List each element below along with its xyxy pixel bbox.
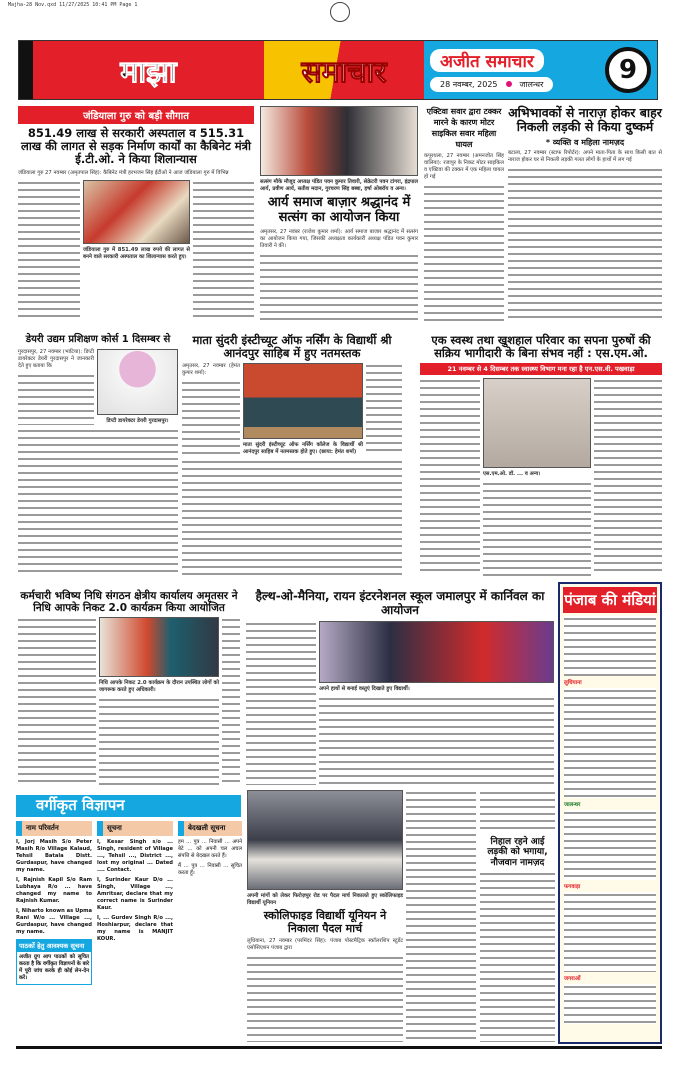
- masthead-section-right: [264, 41, 424, 99]
- mandi-rates-text: [564, 984, 656, 1024]
- classified-column: [178, 821, 242, 1043]
- date-line: [430, 77, 553, 92]
- classified-ad: I, Rajnish Kapil S/o Ram Lubhaya R/o ... have changed my name to Rajnish Kumar.: [16, 877, 92, 904]
- story2: [260, 106, 418, 322]
- story7-photo: [483, 378, 591, 468]
- classified-column-head: नाम परिवर्तन: [16, 821, 92, 836]
- classified-column-head: सूचना: [97, 821, 173, 836]
- story5-photo-block: [97, 349, 178, 425]
- story2-body: [260, 253, 418, 322]
- classified-ad: I, ... Gurdev Singh R/o ..., Hoshiarpur, declare that my name is MANJIT KOUR.: [97, 915, 173, 942]
- story10-dateline: लुधियाना, 27 नवम्बर (परमिंदर सिंह): पंजाब पोस्टमैट्रिक स्कॉलरशिप स्टूडेंट एसोसिएशन पंजाब द्वारा: [247, 938, 403, 952]
- story6-body-3: [182, 459, 402, 576]
- story1-body: [18, 180, 80, 322]
- story5-body: [18, 373, 94, 425]
- story1-dateline: जंडियाला गुरु 27 नवम्बर (अमृतपाल सिंह): कैबिनेट मंत्री हरभजन सिंह ईटीओ ने आज जंडियाला गुरु में विभिन्न: [18, 169, 229, 176]
- story9-columns: [246, 621, 554, 785]
- story7-body-3: [483, 481, 591, 576]
- page-number: 9: [605, 47, 651, 93]
- mandi-title: पंजाब की मंडियां: [563, 587, 657, 613]
- mandi-rates-text: [564, 688, 656, 798]
- classified-ad: मैं ... पुत्र ... निवासी ... सूचित करता हूँ।: [178, 863, 242, 876]
- story7-headline: एक स्वस्थ तथा खुशहाल परिवार का सपना पुरुषों की सक्रिय भागीदारी के बिना संभव नहीं : एस.एम.ओ.: [431, 333, 651, 361]
- story5-headline: डेयरी उद्यम प्रशिक्षण कोर्स 1 दिसम्बर से: [25, 334, 171, 345]
- story10-headline: स्कोलिफाइड विद्यार्थी यूनियन ने निकाला पैदल मार्च: [263, 909, 387, 935]
- story7-body: [420, 378, 480, 576]
- story11-headline: निहाल रहने आई लड़की को भगाया, नौजवान नामज़द: [487, 837, 548, 868]
- mandi-rates-text: [564, 892, 656, 972]
- paper-title: अजीत समाचार: [430, 49, 544, 72]
- story6-caption: माता सुंदरी इंस्टीच्यूट ऑफ नर्सिंग कॉलेज के विद्यार्थी श्री आनंदपुर साहिब में नतमस्तक होते हुए। (छाया: हेमंत शर्मा): [243, 442, 363, 456]
- story6-photo-block: [243, 363, 363, 456]
- story6: [182, 334, 402, 576]
- story10-caption: अपनी मांगों को लेकर फिरोज़पुर रोड पर पैदल मार्च निकालते हुए स्कोलिफाइड विद्यार्थी यूनियन: [247, 893, 403, 906]
- story6-headline: माता सुंदरी इंस्टीच्यूट ऑफ नर्सिंग के विद्यार्थी श्री आनंदपुर साहिब में हुए नतमस्तक: [192, 333, 392, 361]
- classified-ad: हम ... पुत्र ... निवासी ... अपने बेटे ... को अपनी चल अचल संपत्ति से बेदखल करते हैं।: [178, 839, 242, 859]
- story6-photo: [243, 363, 363, 439]
- story8-photo: [99, 617, 219, 677]
- issue-city: जालन्धर: [519, 79, 544, 89]
- story3-dateline: कपूरथला, 27 नवम्बर (अमनजोत सिंह वालिया): रजापुर के निकट मोटर साइकिल व एक्टिवा की टक्कर में एक महिला घायल हो गई: [424, 153, 504, 180]
- classified-ad: I, Niharto known as Upma Rani W/o ... Village ..., Gurdaspur, have changed my name.: [16, 908, 92, 935]
- story11: [480, 790, 555, 1042]
- market-label: लुधियाना: [564, 680, 582, 686]
- story8-body-2: [222, 617, 240, 785]
- story10-photo: [247, 790, 403, 890]
- story9-headline: हैल्थ-ओ-मैनिया, रायन इंटरनेशनल स्कूल जमालपुर में कार्निवल का आयोजन: [255, 589, 545, 617]
- story3-body: [424, 184, 504, 322]
- masthead-paper-info: [430, 49, 599, 92]
- story3-headline: एक्टिवा सवार द्वारा टक्कर मारने के कारण मोटर साइकिल सवार महिला घायल: [426, 107, 502, 149]
- classified-title: वर्गीकृत विज्ञापन: [16, 795, 241, 817]
- mandi-rates-box: [558, 582, 662, 1044]
- story8-headline: कर्मचारी भविष्य निधि संगठन क्षेत्रीय कार्यालय अमृतसर ने निधि आपके निकट 2.0 कार्यक्रम किया आयोजित: [20, 590, 238, 615]
- story5-photo: [97, 349, 178, 415]
- crop-mark-icon: [330, 2, 350, 22]
- story10-body-2: [406, 790, 476, 1040]
- story4-dateline: बटाला, 27 नवम्बर (स्टाफ रिपोर्टर): अपने माता-पिता के साथ किसी बात से नाराज होकर घर से निकली लड़की गलत लोगों के हाथों में लग गई: [508, 149, 662, 163]
- story8: [18, 590, 240, 785]
- reader-notice-title: पाठकों हेतु आवश्यक सूचना: [17, 940, 91, 952]
- mandi-rates-text: [564, 810, 656, 880]
- story11-prev-body: [480, 790, 555, 834]
- story1-columns: [18, 180, 254, 322]
- issue-date: 28 नवम्बर, 2025: [440, 79, 498, 89]
- classified-ad: I, Surinder Kaur D/o ... Singh, Village ..., Amritsar, declare that my correct name is Surinder Kaur.: [97, 877, 173, 911]
- mandi-rates-text: [564, 616, 656, 676]
- story7-photo-block: [483, 378, 591, 576]
- bullet-icon: [506, 81, 512, 87]
- story1-body-2: [193, 180, 254, 322]
- story6-columns: [182, 363, 402, 456]
- story9-body: [246, 621, 316, 785]
- masthead: [18, 40, 658, 100]
- story6-dateline: अमृतसर, 27 नवम्बर (हेमंत कुमार शर्मा):: [182, 363, 240, 377]
- classified-column-head: बेदखली सूचना: [178, 821, 242, 836]
- story1-headline: 851.49 लाख से सरकारी अस्पताल व 515.31 लाख की लागत से सड़क निर्माण कार्यों का कैबिनेट मंत्री ई.टी.ओ. ने किया शिलान्यास: [21, 126, 251, 167]
- story1-photo: [83, 180, 190, 244]
- story6-body-2: [366, 363, 402, 456]
- masthead-section-left: [19, 41, 264, 99]
- story2-caption: सत्संग मौके मौजूद अध्यक्ष पंडित पवन कुमार तिवारी, सेक्रेटरी पवन टांगरा, इंद्रपाल आर्य, प्रवीण आर्य, सतीश मदान, गुरचरण सिंह बब्बा, हर्षा ओबरॉय व अन्य।: [260, 179, 418, 192]
- story10-body: [247, 955, 403, 1042]
- story2-dateline: अमृतसर, 27 नवंबर (राजेश कुमार शर्मा): आर्य समाज बाजार श्रद्धानंद में सत्संग का आयोजन किया गया, जिसकी अध्यक्षता कार्यकारी अध्यक्ष पंडित पवन कुमार तिवारी ने की।: [260, 228, 418, 249]
- story4-body: [508, 167, 662, 322]
- reader-notice-text: अजीत ग्रुप आप पाठकों को सूचित करता है कि वर्गीकृत विज्ञापनों के बारे में पूरी जांच करके ही कोई लेन-देन करें।: [19, 954, 89, 981]
- story9-caption: अपने हाथों से बनाई वस्तुएं दिखाते हुए विद्यार्थी।: [319, 685, 410, 692]
- story5-dateline: गुरदासपुर, 27 नवम्बर (भाटिया): डिप्टी डायरेक्टर डेयरी गुरदासपुर ने जानकारी देते हुए बताया कि: [18, 348, 94, 369]
- market-label: फगवाड़ा: [564, 884, 581, 890]
- story9-body-2: [319, 696, 554, 785]
- story1-photo-block: [83, 180, 190, 322]
- story5-caption: डिप्टी डायरेक्टर डेयरी गुरदासपुर।: [106, 417, 169, 424]
- story4-subheadline: * व्यक्ति व महिला नामज़द: [545, 137, 625, 147]
- story9-photo-block: [319, 621, 554, 785]
- story8-photo-block: [99, 617, 219, 785]
- market-label: जालन्धर: [564, 802, 581, 808]
- story6-body: [182, 380, 240, 456]
- story4: [508, 106, 662, 322]
- story5: [18, 334, 178, 576]
- story9: [246, 590, 554, 785]
- page-bottom-rule: [16, 1046, 662, 1049]
- story1-caption: जंडियाला गुरु में 851.49 लाख रुपये की लागत से बनने वाले सरकारी अस्पताल का शिलान्यास करते हुए।: [83, 246, 190, 260]
- story3: [424, 106, 504, 322]
- story5-text-block: [18, 349, 94, 425]
- story2-photo: [260, 106, 418, 176]
- section-name-samachar: समाचार: [301, 54, 387, 90]
- market-label: जगराओं: [564, 976, 581, 982]
- reader-notice-box: [16, 939, 92, 985]
- story1-kicker: जंडियाला गुरु को बड़ी सौगात: [18, 106, 254, 124]
- story8-caption: निधि आपके निकट 2.0 कार्यक्रम के दौरान उपस्थित लोगों को जागरूक करते हुए अधिकारी।: [99, 680, 219, 694]
- story7-caption: एस.एम.ओ. डॉ. ... व अन्य।: [483, 471, 541, 478]
- story5-body-2: [18, 428, 178, 577]
- story5-columns: [18, 349, 178, 425]
- classified-ad: I, Jorj Masih S/o Peter Masih R/o Village Kalaud, Tehsil Batala Distt. Gurdaspur, have changed my name.: [16, 839, 92, 873]
- story9-photo: [319, 621, 554, 683]
- story8-columns: [18, 617, 240, 785]
- classified-column: [16, 821, 92, 1043]
- classified-ad: I, Kesar Singh s/o ... Singh, resident of Village ..., Tehsil ..., District ..., lost my original ... Dated .... Contact.: [97, 839, 173, 873]
- story7-body-2: [594, 378, 662, 576]
- story2-headline: आर्य समाज बाज़ार श्रद्धानंद में सत्संग का आयोजन किया: [267, 195, 411, 225]
- story8-body: [18, 617, 96, 785]
- masthead-paper: [424, 41, 657, 99]
- story10: [247, 790, 403, 1042]
- story6-text-block: [182, 363, 240, 456]
- story4-headline: अभिभावकों से नाराज़ होकर बाहर निकली लड़की से किया दुष्कर्म: [508, 105, 662, 135]
- story11-body: [480, 871, 555, 1042]
- story7-strip: 21 नवम्बर से 4 दिसम्बर तक स्वास्थ्य विभाग मना रहा है एन.एस.वी. पखवाड़ा: [420, 363, 662, 375]
- classified-column: [97, 821, 173, 1043]
- story7-columns: [420, 378, 662, 576]
- print-slug: Majha-28 Nov.qxd 11/27/2025 10:41 PM Page 1: [8, 2, 138, 8]
- story7: [420, 334, 662, 576]
- story1: [18, 106, 254, 322]
- story8-body-3: [99, 697, 219, 785]
- section-name-majha: माझा: [120, 54, 177, 90]
